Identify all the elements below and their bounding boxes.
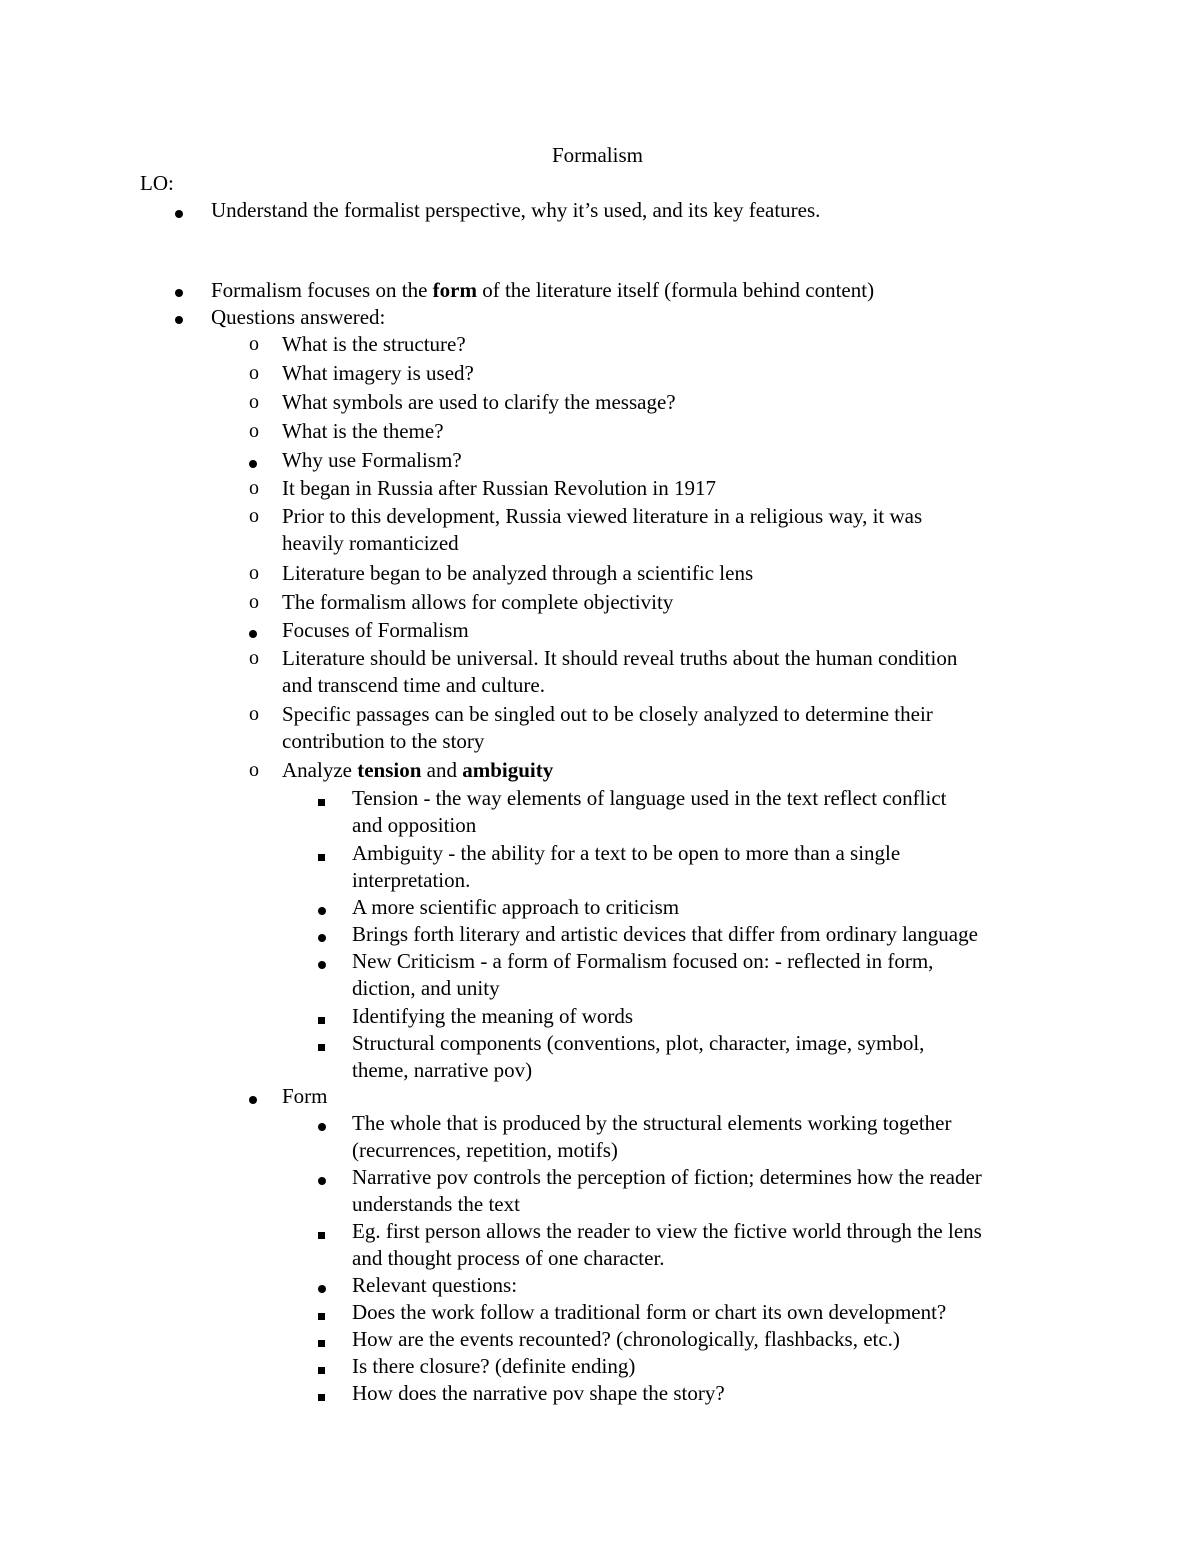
- bullet-dot-icon: [175, 277, 183, 304]
- bullet-dot-icon: [249, 618, 257, 645]
- list-item-lo: Understand the formalist perspective, why it’s used, and its key features.: [211, 198, 821, 222]
- list-item-questions-answered: Questions answered:: [211, 305, 386, 329]
- list-item: What is the theme?: [282, 419, 444, 443]
- list-item: Focuses of Formalism: [282, 618, 469, 642]
- bullet-square-icon: [318, 1004, 325, 1031]
- bullet-circle-icon: o: [249, 420, 259, 442]
- bullet-circle-icon: o: [249, 362, 259, 384]
- bullet-square-icon: [318, 1354, 325, 1381]
- bullet-square-icon: [318, 786, 325, 813]
- list-item-form: Form: [282, 1084, 328, 1108]
- lo-label: LO:: [140, 171, 174, 195]
- list-item: Is there closure? (definite ending): [352, 1354, 636, 1378]
- page-title: Formalism: [551, 143, 643, 167]
- bullet-circle-icon: o: [249, 759, 259, 781]
- bullet-dot-icon: [175, 198, 183, 225]
- list-item: Ambiguity - the ability for a text to be open to more than a single interpretation.: [352, 841, 901, 892]
- list-item: Specific passages can be singled out to be closely analyzed to determine their contribution to the story: [282, 702, 933, 753]
- bullet-dot-icon: [318, 949, 326, 976]
- list-item: Relevant questions:: [352, 1273, 518, 1297]
- list-item: It began in Russia after Russian Revolution in 1917: [282, 476, 716, 500]
- list-item: Literature should be universal. It should reveal truths about the human condition and transcend time and culture.: [282, 646, 958, 697]
- bullet-circle-icon: o: [249, 505, 259, 527]
- bullet-circle-icon: o: [249, 647, 259, 669]
- bullet-circle-icon: o: [249, 333, 259, 355]
- bullet-dot-icon: [318, 1273, 326, 1300]
- list-item: How are the events recounted? (chronologically, flashbacks, etc.): [352, 1327, 900, 1351]
- list-item: What symbols are used to clarify the message?: [282, 390, 676, 414]
- list-item: Tension - the way elements of language used in the text reflect conflict and opposition: [352, 786, 947, 837]
- list-item: How does the narrative pov shape the story?: [352, 1381, 725, 1405]
- bullet-square-icon: [318, 1219, 325, 1246]
- bullet-square-icon: [318, 841, 325, 868]
- bullet-dot-icon: [318, 1111, 326, 1138]
- list-item: Prior to this development, Russia viewed literature in a religious way, it was heavily romanticized: [282, 504, 923, 555]
- list-item: Identifying the meaning of words: [352, 1004, 634, 1028]
- list-item: Structural components (conventions, plot, character, image, symbol, theme, narrative pov): [352, 1031, 925, 1082]
- bullet-circle-icon: o: [249, 562, 259, 584]
- bullet-dot-icon: [318, 895, 326, 922]
- bullet-circle-icon: o: [249, 391, 259, 413]
- list-item: Eg. first person allows the reader to view the fictive world through the lens and thought process of one character.: [352, 1219, 982, 1270]
- bullet-square-icon: [318, 1327, 325, 1354]
- bullet-circle-icon: o: [249, 703, 259, 725]
- bullet-dot-icon: [318, 922, 326, 949]
- list-item: What is the structure?: [282, 332, 466, 356]
- bullet-square-icon: [318, 1031, 325, 1058]
- bullet-dot-icon: [249, 1084, 257, 1111]
- list-item: Brings forth literary and artistic devices that differ from ordinary language: [352, 922, 978, 946]
- bullet-square-icon: [318, 1300, 325, 1327]
- bullet-dot-icon: [249, 448, 257, 475]
- list-item: Literature began to be analyzed through a scientific lens: [282, 561, 754, 585]
- list-item: Narrative pov controls the perception of fiction; determines how the reader understands the text: [352, 1165, 982, 1216]
- list-item: What imagery is used?: [282, 361, 474, 385]
- bullet-square-icon: [318, 1381, 325, 1408]
- list-item-form-focus: Formalism focuses on the form of the literature itself (formula behind content): [211, 278, 875, 302]
- list-item-analyze: Analyze tension and ambiguity: [282, 758, 554, 782]
- list-item: The formalism allows for complete objectivity: [282, 590, 674, 614]
- list-item: Does the work follow a traditional form or chart its own development?: [352, 1300, 947, 1324]
- list-item: A more scientific approach to criticism: [352, 895, 680, 919]
- bullet-dot-icon: [318, 1165, 326, 1192]
- bullet-dot-icon: [175, 304, 183, 331]
- bullet-circle-icon: o: [249, 477, 259, 499]
- list-item: New Criticism - a form of Formalism focused on: - reflected in form, diction, and unity: [352, 949, 934, 1000]
- list-item: The whole that is produced by the structural elements working together (recurrences, repetition, motifs): [352, 1111, 952, 1162]
- bullet-circle-icon: o: [249, 591, 259, 613]
- list-item: Why use Formalism?: [282, 448, 462, 472]
